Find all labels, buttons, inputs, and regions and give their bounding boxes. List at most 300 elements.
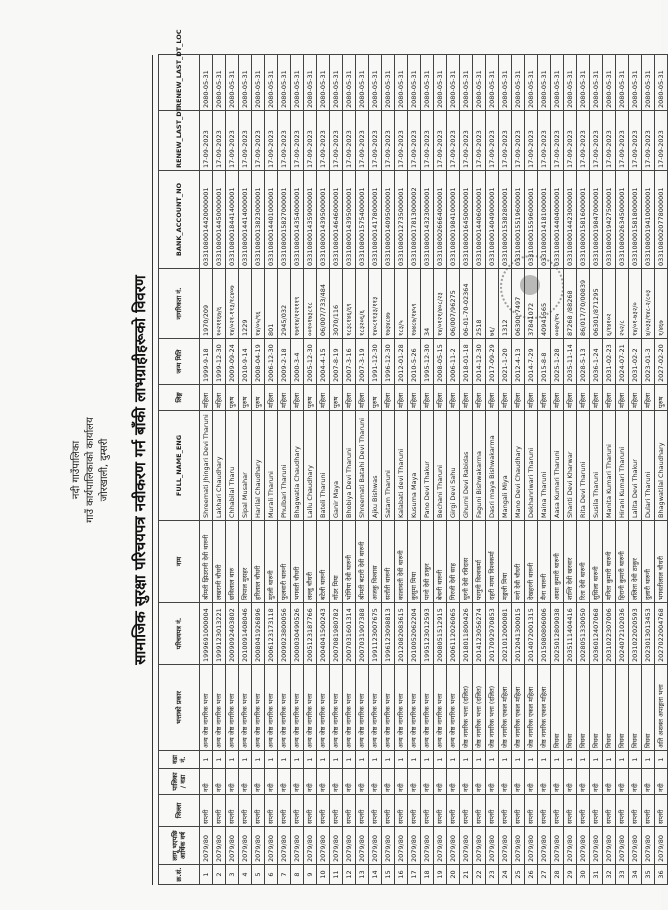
table-cell: 17-09-2023 (590, 111, 603, 171)
table-cell: फागुनी विश्वकर्मा (473, 521, 486, 603)
table-cell: नदी (642, 769, 655, 795)
table-cell: 2079/80 (226, 827, 239, 865)
table-cell: महिला (629, 385, 642, 411)
table-cell: 2080-05-31 (265, 55, 278, 111)
table-cell: 1 (200, 865, 213, 885)
table-cell: 2010-9-14 (239, 339, 252, 385)
table-cell: मुरली थारुनी (265, 521, 278, 603)
table-cell: 2005123187766 (304, 603, 317, 665)
table-cell: 2036012407068 (590, 603, 603, 665)
table-cell: 2080-05-31 (252, 55, 265, 111)
table-cell: 2014123056274 (473, 603, 486, 665)
table-body (200, 55, 668, 885)
table-cell: नदी (421, 769, 434, 795)
table-cell: महिला (278, 385, 291, 411)
table-cell: 1 (239, 751, 252, 769)
table-cell: 2080-05-31 (421, 55, 434, 111)
table-cell: 17-09-2023 (395, 111, 408, 171)
table-cell: हरिलाल चौधरी (252, 521, 265, 603)
table-row (603, 55, 616, 885)
table-cell: 20 (447, 865, 460, 885)
table-row (330, 55, 343, 885)
table-cell: 2024072102036 (616, 603, 629, 665)
table-cell: नदी (265, 769, 278, 795)
table-cell: गिरजी देवी साह (447, 521, 460, 603)
table-row (382, 55, 395, 885)
table-cell: गाँउर मिया (330, 521, 343, 603)
table-cell: 1 (382, 751, 395, 769)
column-header: परिचयपत्र नं. (159, 603, 200, 665)
table-cell: 1229 (239, 269, 252, 339)
table-row (369, 55, 382, 885)
table-cell: 2080-05-31 (343, 55, 356, 111)
table-cell: 17-09-2023 (200, 111, 213, 171)
table-cell: 2004041500243 (317, 603, 330, 665)
table-cell: दुलारी थारुनी (642, 521, 655, 603)
table-cell: 1 (551, 751, 564, 769)
table-cell: 2010-5-26 (408, 339, 421, 385)
table-cell: सप्तरी (434, 795, 447, 827)
table-cell: 17-09-2023 (304, 111, 317, 171)
table-cell: 2079/80 (655, 827, 668, 865)
table-cell: अन्य जेष्ठ नागरिक भत्ता (330, 665, 343, 751)
table-cell: फुलवारी थारुनी (278, 521, 291, 603)
table-cell: 2014-7-29 (525, 339, 538, 385)
table-cell: सप्तरी (395, 795, 408, 827)
table-row (577, 55, 590, 885)
table-cell: महिला (408, 385, 421, 411)
table-cell: सप्तरी (304, 795, 317, 827)
table-cell: 0331080019427500001 (603, 171, 616, 269)
table-cell: 2080-05-31 (278, 55, 291, 111)
table-cell: जेष्ठ नागरिक एकल महिला (512, 665, 525, 751)
table-cell: Hirani Kumari Tharuni (616, 411, 629, 521)
table-cell: १८३२०६/६ (356, 269, 369, 339)
table-cell: 9 (304, 865, 317, 885)
table-cell: 3 (226, 865, 239, 885)
table-cell: 2012041300015 (512, 603, 525, 665)
table-cell: अजकु विश्वास (369, 521, 382, 603)
table-cell: 2014-12-30 (473, 339, 486, 385)
table-cell: 2080-05-31 (356, 55, 369, 111)
table-cell: 2079/80 (642, 827, 655, 865)
column-header: RENEW_LAST_DT_LOC (159, 55, 200, 111)
table-cell: 2080-05-31 (538, 55, 551, 111)
table-cell: 2000-3-4 (291, 339, 304, 385)
office-line-2: गाउँ कार्यपालिकाको कार्यालय (85, 417, 96, 523)
table-cell: 0331080014420000001 (200, 171, 213, 269)
table-cell: नदी (616, 769, 629, 795)
table-cell: २५२/८ (616, 269, 629, 339)
table-cell: 2012-4-13 (512, 339, 525, 385)
table-cell: 17-09-2023 (434, 111, 447, 171)
table-header-row (159, 55, 200, 885)
table-cell: 2 (213, 865, 226, 885)
table-cell: नदी (577, 769, 590, 795)
table-cell: 06300 7497 (512, 269, 525, 339)
table-cell: सप्तरी (239, 795, 252, 827)
table-cell: जेष्ठ नागरिक भत्ता (दलित) (486, 665, 499, 751)
table-cell: 2079/80 (239, 827, 252, 865)
column-header: क्र.सं. (159, 865, 200, 885)
table-cell: जेष्ठ नागरिक एकल महिला (499, 665, 512, 751)
table-cell: 2080-05-31 (226, 55, 239, 111)
table-cell: 2079/80 (317, 827, 330, 865)
column-header: पालिका / वडा (159, 769, 200, 795)
table-cell: 2017-09-29 (486, 339, 499, 385)
table-row (252, 55, 265, 885)
table-cell: 11 (330, 865, 343, 885)
table-cell: 1 (291, 751, 304, 769)
table-cell: 1 (395, 751, 408, 769)
table-cell: 2023013013453 (642, 603, 655, 665)
table-cell: 17-09-2023 (655, 111, 668, 171)
table-cell: Lakhari Chaudhary (213, 411, 226, 521)
table-cell: 0331080015827000001 (278, 171, 291, 269)
table-row (616, 55, 629, 885)
beneficiary-table (158, 29, 668, 885)
column-header: RENEW_LAST_DT (159, 111, 200, 171)
table-cell: Bhagwatia Chaudhary (291, 411, 304, 521)
table-cell: 2079/80 (603, 827, 616, 865)
table-cell: 2079/80 (421, 827, 434, 865)
table-cell: सताँती थारुनी (382, 521, 395, 603)
table-cell: भगवती चौधरी (291, 521, 304, 603)
table-cell: 17-09-2023 (317, 111, 330, 171)
table-cell: १८३८१४६/६९ (343, 269, 356, 339)
table-cell: 18 (421, 865, 434, 885)
table-cell: 2079/80 (551, 827, 564, 865)
table-cell: 0331080014395000001 (343, 171, 356, 269)
table-cell: 2079/80 (629, 827, 642, 865)
table-cell: 2079/80 (616, 827, 629, 865)
table-cell: 2080-05-31 (642, 55, 655, 111)
table-cell: 17-09-2023 (473, 111, 486, 171)
table-cell: 17-09-2023 (226, 111, 239, 171)
table-cell: 1 (213, 751, 226, 769)
table-row (564, 55, 577, 885)
table-cell: महिला (616, 385, 629, 411)
table-row (590, 55, 603, 885)
column-header: FULL_NAME_ENG (159, 411, 200, 521)
table-row (317, 55, 330, 885)
table-cell: Girgi Devi Sahu (447, 411, 460, 521)
table-cell: नदी (213, 769, 226, 795)
table-cell: हिरानी कुमारी थारुनी (616, 521, 629, 603)
table-cell: 2006-11-2 (447, 339, 460, 385)
table-cell: 2079/80 (200, 827, 213, 865)
table-cell: 17-09-2023 (603, 111, 616, 171)
table-cell: अन्य जेष्ठ नागरिक भत्ता (408, 665, 421, 751)
table-cell: 26 (525, 865, 538, 885)
table-cell: नदी (460, 769, 473, 795)
table-cell: पुरुष (252, 385, 265, 411)
table-cell: सप्तरी (577, 795, 590, 827)
table-cell: अन्य जेष्ठ नागरिक भत्ता (226, 665, 239, 751)
table-cell: 2027022004768 (655, 603, 668, 665)
table-cell: सप्तरी (421, 795, 434, 827)
table-cell: 2035-11-14 (564, 339, 577, 385)
table-cell: सप्तरी (655, 795, 668, 827)
table-cell: 2080-05-31 (551, 55, 564, 111)
table-row (265, 55, 278, 885)
table-row (499, 55, 512, 885)
table-cell: 2015-8-8 (538, 339, 551, 385)
table-cell: 0331080020778000001 (655, 171, 668, 269)
table-cell: 1 (460, 751, 473, 769)
table-cell: नदी (382, 769, 395, 795)
table-cell: नदी (486, 769, 499, 795)
table-cell: Bateli Tharuni (317, 411, 330, 521)
table-cell: Bechani Tharuni (434, 411, 447, 521)
table-cell: अन्य जेष्ठ नागरिक भत्ता (200, 665, 213, 751)
table-cell: Kalabati devi Tharuni (395, 411, 408, 521)
table-cell: श्रीमती झिउरानी देवी थारुनी (200, 521, 213, 603)
table-cell: १०२११६७/६ (213, 269, 226, 339)
table-cell: 25 (512, 865, 525, 885)
table-cell: 0331080014414000001 (239, 171, 252, 269)
table-cell: 17-09-2023 (330, 111, 343, 171)
table-cell: 2079/80 (590, 827, 603, 865)
table-cell: 2025-1-28 (551, 339, 564, 385)
table-cell: लखरानी चौधरी (213, 521, 226, 603)
table-cell: ६/१४१०२ (603, 269, 616, 339)
table-cell: Maina Tharuni (538, 411, 551, 521)
table-cell: 2518 (473, 269, 486, 339)
table-cell: सप्तरी (317, 795, 330, 827)
table-cell: 1996-12-30 (382, 339, 395, 385)
table-cell: 2009-09-24 (226, 339, 239, 385)
column-header: जन्म मिति (159, 339, 200, 385)
table-cell: महिला (486, 385, 499, 411)
table-cell: 1 (512, 751, 525, 769)
table-cell: Harilal Chaudhary (252, 411, 265, 521)
table-cell: ललिता देवी ठाकुर (629, 521, 642, 603)
table-cell: 2080-05-31 (408, 55, 421, 111)
table-cell: 1999-12-30 (213, 339, 226, 385)
table-cell: 15 (382, 865, 395, 885)
table-cell: अन्य जेष्ठ नागरिक भत्ता (369, 665, 382, 751)
table-cell: सप्तरी (369, 795, 382, 827)
table-cell: 0331080015596000001 (525, 171, 538, 269)
table-cell: 1991-12-30 (369, 339, 382, 385)
table-cell: 0331080015754000001 (356, 171, 369, 269)
table-cell: 2008-04-19 (252, 339, 265, 385)
table-cell: नदी (447, 769, 460, 795)
table-cell: 17-09-2023 (616, 111, 629, 171)
table-cell: 2031-02-23 (603, 339, 616, 385)
table-cell: 0331080018441400001 (226, 171, 239, 269)
table-cell: 1 (525, 751, 538, 769)
table-cell: नदी (590, 769, 603, 795)
table-row (200, 55, 213, 885)
table-cell: 0331080012735000001 (395, 171, 408, 269)
table-cell: लल्लु चौधरी (304, 521, 317, 603)
table-cell: 2009023800056 (278, 603, 291, 665)
table-row (356, 55, 369, 885)
table-cell: 6 (265, 865, 278, 885)
table-cell: 0331080019410000001 (642, 171, 655, 269)
table-cell: 1 (304, 751, 317, 769)
table-cell: 1995123012593 (421, 603, 434, 665)
table-cell: ४/०३३/१४८-२/८०३ (642, 269, 655, 339)
table-cell: नदी (317, 769, 330, 795)
table-row (213, 55, 226, 885)
table-cell: 1 (616, 751, 629, 769)
table-cell: अन्य जेष्ठ नागरिक भत्ता (343, 665, 356, 751)
table-cell: महिला (265, 385, 278, 411)
table-cell: महिला (395, 385, 408, 411)
table-cell: नदी (239, 769, 252, 795)
table-cell: 2004-4-15 (317, 339, 330, 385)
table-cell: आशा कुमारी थारुनी (551, 521, 564, 603)
table-cell: 1 (499, 751, 512, 769)
table-cell: Faguni Bishwakarma (473, 411, 486, 521)
table-cell: 2080-05-31 (369, 55, 382, 111)
table-cell: 32 (603, 865, 616, 885)
table-row (642, 55, 655, 885)
table-cell: 17-09-2023 (525, 111, 538, 171)
table-cell: 801 (265, 269, 278, 339)
table-cell: 0331080026345000001 (616, 171, 629, 269)
table-cell: 2008051512915 (434, 603, 447, 665)
table-row (486, 55, 499, 885)
table-cell: सप्तरी (408, 795, 421, 827)
column-header: वडा नं. (159, 751, 200, 769)
table-cell: 2080-05-31 (213, 55, 226, 111)
table-cell: 2079/80 (460, 827, 473, 865)
table-cell: अन्य जेष्ठ नागरिक भत्ता (278, 665, 291, 751)
table-cell: जेष्ठ नागरिक भत्ता (दलित) (460, 665, 473, 751)
office-line-3: जोरखाली, दुम्सरी (99, 438, 110, 502)
table-cell: 1 (577, 751, 590, 769)
table-cell: नदी (629, 769, 642, 795)
table-cell: 0331080014049000001 (486, 171, 499, 269)
table-cell: महिला (603, 385, 616, 411)
table-cell: नदी (538, 769, 551, 795)
table-cell: 34 (629, 865, 642, 885)
table-cell: 1999123013221 (213, 603, 226, 665)
table-cell: 0331080014423000001 (564, 171, 577, 269)
table-cell: 2018011800426 (460, 603, 473, 665)
table-cell: महिला (590, 385, 603, 411)
column-header: जिल्ला (159, 795, 200, 827)
table-cell: 1999-9-18 (200, 339, 213, 385)
table-cell: 1999691000004 (200, 603, 213, 665)
table-cell: 17-09-2023 (512, 111, 525, 171)
table-cell: 06/007/733/484 (317, 269, 330, 339)
table-cell: नदी (369, 769, 382, 795)
table-cell: 2079/80 (434, 827, 447, 865)
table-cell: महिला (473, 385, 486, 411)
table-row (434, 55, 447, 885)
table-cell: 5 (252, 865, 265, 885)
table-cell: 2017092970853 (486, 603, 499, 665)
table-cell: 2025012809038 (551, 603, 564, 665)
table-cell: अन्य जेष्ठ नागरिक भत्ता (421, 665, 434, 751)
table-cell: 2080-05-31 (382, 55, 395, 111)
table-cell: Lalita Devi Thakur (629, 411, 642, 521)
table-cell: महिला (291, 385, 304, 411)
table-cell: 0331080019841000001 (447, 171, 460, 269)
column-header: BANK_ACCOUNT_NO (159, 171, 200, 269)
table-cell: नदी (434, 769, 447, 795)
table-cell: 2079/80 (499, 827, 512, 865)
table-cell: नदी (291, 769, 304, 795)
table-cell: महिला (551, 385, 564, 411)
table-cell: 21 (460, 865, 473, 885)
table-cell: 17-09-2023 (642, 111, 655, 171)
table-cell: सप्तरी (278, 795, 291, 827)
table-cell: 1 (369, 751, 382, 769)
table-cell: नदी (603, 769, 616, 795)
table-cell: 1 (356, 751, 369, 769)
table-cell: Ghurni Devi Rabidas (460, 411, 473, 521)
table-cell: विधवा (590, 665, 603, 751)
table-cell: बटेली थारुनी (317, 521, 330, 603)
table-cell: 1 (252, 751, 265, 769)
table-cell: 2080-05-31 (629, 55, 642, 111)
table-cell: नदी (343, 769, 356, 795)
table-cell: 0331080014401000001 (265, 171, 278, 269)
table-cell: १/४६७ (655, 269, 668, 339)
table-cell: 0331080014359000001 (304, 171, 317, 269)
table-row (629, 55, 642, 885)
table-cell: 0331080015816000001 (577, 171, 590, 269)
table-cell: 31 (590, 865, 603, 885)
table-cell: सप्तरी (447, 795, 460, 827)
table-cell: 1 (473, 751, 486, 769)
table-cell: सप्तरी (226, 795, 239, 827)
table-cell: 2007-3-16 (343, 339, 356, 385)
table-cell: 2079/80 (577, 827, 590, 865)
table-cell: 86/017/70/00839 (577, 269, 590, 339)
table-cell: नदी (278, 769, 291, 795)
column-header: भत्ताको प्रकार (159, 665, 200, 751)
table-cell: 1 (265, 751, 278, 769)
table-cell: पुरुष (369, 385, 382, 411)
table-cell: 0331080015519600001 (512, 171, 525, 269)
table-cell: Shreemati Batahi Devi Tharuni (356, 411, 369, 521)
table-cell: 2080-05-31 (564, 55, 577, 111)
table-row (395, 55, 408, 885)
table-cell: 0331080014450000001 (213, 171, 226, 269)
table-cell: 2080-05-31 (499, 55, 512, 111)
table-cell: शान्ति देवी खरवार (564, 521, 577, 603)
table-cell: बेचनी थारुनी (434, 521, 447, 603)
table-cell: १४/०१-७३२/० (629, 269, 642, 339)
table-cell: सप्तरी (616, 795, 629, 827)
table-cell: Ganir Maya (330, 411, 343, 521)
table-cell: 17-09-2023 (265, 111, 278, 171)
table-cell: 2080-05-31 (603, 55, 616, 111)
table-cell: सप्तरी (356, 795, 369, 827)
table-cell: 2023-01-3 (642, 339, 655, 385)
table-cell: 1 (486, 751, 499, 769)
table-cell: 17-09-2023 (278, 111, 291, 171)
table-row (655, 55, 668, 885)
table-cell: पुरुष (239, 385, 252, 411)
table-cell: Shanti Devi Kharwar (564, 411, 577, 521)
table-cell: पुरुष (226, 385, 239, 411)
table-cell: नदी (226, 769, 239, 795)
table-cell: Phulbari Tharuni (278, 411, 291, 521)
table-cell: 2035111404416 (564, 603, 577, 665)
table-cell: अन्य जेष्ठ नागरिक भत्ता (304, 665, 317, 751)
table-row (512, 55, 525, 885)
table-cell: महिला (200, 385, 213, 411)
table-cell: Lallu Chaudhary (304, 411, 317, 521)
